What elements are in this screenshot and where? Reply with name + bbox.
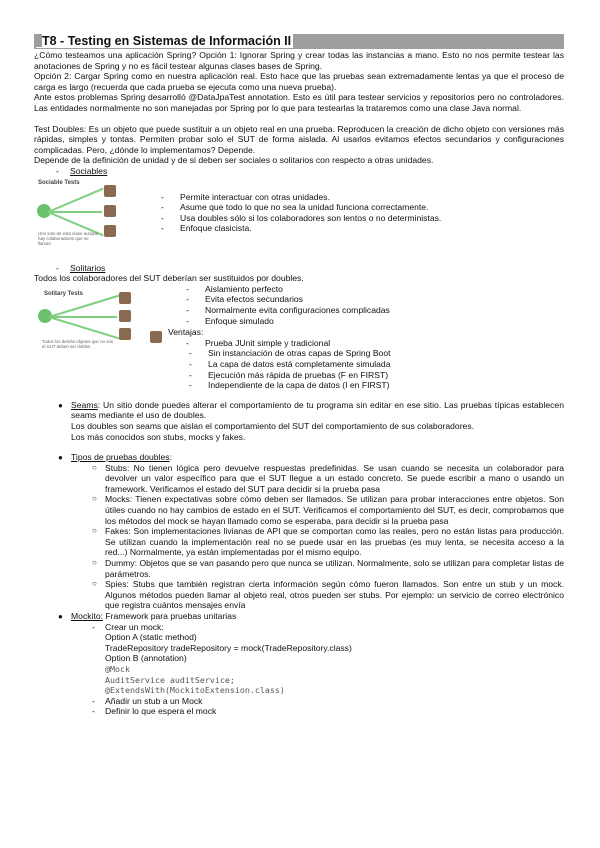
collaborator-2 [104,205,116,217]
sociables-block [34,177,564,263]
link-2 [48,211,102,213]
list-item: - Prueba JUnit simple y tradicional [186,337,331,348]
mockito-option-a: Option A (static method) [105,632,197,643]
double-4 [150,331,162,343]
sociable-tests-diagram [34,177,134,261]
seams-line3: Los más conocidos son stubs, mocks y fakes. [71,431,246,442]
mockito-option-a-code: TradeRepository tradeRepository = mock(TradeRepository.class) [105,642,352,653]
seams-line2: Los doubles son seams que aislan el comportamiento del SUT del comportamiento de sus colaboradores. [71,420,475,431]
double-type-mocks: ○ Mocks: Tienen expectativas sobre cómo deben ser llamados. Se utilizan para probar interacciones entre objetos. Son útiles cuando no hay cambios de estado en el SUT. Verificamos el comportamiento del SUT, es decir, comprobamos que los métodos del mock se hayan llamado como se esperaba, para decidir si la prueba pasa [92,494,564,526]
sociable-diagram-caption: Uno solo de esta clase aunque hay colaboradores que se llaman [38,230,99,246]
tipos-heading: Tipos de pruebas doubles [71,452,170,463]
title-text: T8 - Testing en Sistemas de Información II [42,34,292,48]
list-item: - Enfoque simulado [186,315,274,326]
test-doubles-dependence: Depende de la definición de unidad y de si deben ser sociales o solitarios con respecto a otras unidades. [34,155,434,166]
mockito-step-definir: - Definir lo que espera el mock [92,706,217,717]
solitarios-heading: Solitarios [70,262,106,273]
intro-paragraph-3: Ante estos problemas Spring desarrolló @DataJpaTest annotation. Esto es útil para testear servicios y repositorios pero no controladores. Las entidades normalmente no son manejadas por Spring por lo que para testearlas la trataremos como una clase Java normal. [34,92,564,113]
ventajas-list [186,338,516,391]
collaborator-1 [104,185,116,197]
solitary-diagram-caption: Todos los demás objetos que no son el SUT deben ser dobles [42,338,114,349]
page-title [34,34,564,49]
code-line: @Mock [105,663,130,674]
double-3 [119,328,131,340]
solitarios-heading-row: - Solitarios [56,262,106,273]
sociables-list [161,192,461,234]
seams-term: Seams [71,399,98,410]
list-item: - Permite interactuar con otras unidades. [161,191,330,202]
double-1 [119,292,131,304]
solitarios-list [186,284,516,326]
collaborator-3 [104,225,116,237]
seams-item [34,400,564,442]
code-line: AuditService auditService; [105,674,235,685]
link-1 [48,187,104,212]
list-item: - Ejecución más rápida de pruebas (F en FIRST) [189,369,389,380]
intro-paragraph-2: Opción 2: Cargar Spring como en nuestra aplicación real. Esto hace que las pruebas sean extremadamente lentas ya que el proceso de carga es largo (recuerda que cada prueba se ejecuta como una nueva prueba). [34,71,564,92]
bullet-dot: ● [58,400,63,410]
list-item: - Normalmente evita configuraciones complicadas [186,304,390,315]
mockito-item [34,611,564,622]
list-item: - Independiente de la capa de datos (I en FIRST) [189,380,390,391]
bullet-dot: ● [58,453,63,463]
double-type-spies: ○ Spies: Stubs que también registran cierta información según cómo fueron llamados. Son entre un stub y un mock. Algunos métodos pueden llamar al objeto real, otros pueden ser stubs. Por ejemplo: un servicio de correo electrónico que registra cuántos mensajes envía [92,579,564,611]
double-2 [119,310,131,322]
double-type-stubs: ○ Stubs: No tienen lógica pero devuelve respuestas predefinidas. Se usan cuando se necesita un colaborador para devolver un valor específico para que el SUT llegue a un estado concreto. Se puede escribir a mano o usando un framework. Verificamos el estado del SUT para decidir si la prueba pasa [92,462,564,494]
mockito-option-b: Option B (annotation) [105,653,187,664]
list-item: - Evita efectos secundarios [186,294,303,305]
list-item: - Enfoque clasicista. [161,223,252,234]
sociable-diagram-title: Sociable Tests [38,179,80,186]
list-item: - Sin instanciación de otras capas de Spring Boot [189,348,391,359]
mockito-step-crear: - Crear un mock: [92,621,164,632]
test-doubles-paragraph: Test Doubles: Es un objeto que puede sustituir a un objeto real en una prueba. Reproducen la creación de dicho objeto con versiones más rápidas, simples y tontas. Permiten probar solo el SUT de forma aislada. Al usarlos evitamos efectos secundarios y configuraciones complicadas. Pero, ¿dónde lo implementamos? Depende. [34,123,564,155]
list-item: - Usa doubles sólo si los colaboradores son lentos o no deterministas. [161,212,442,223]
list-item: - Aislamiento perfecto [186,283,283,294]
intro-paragraph-1: ¿Cómo testeamos una aplicación Spring? Opción 1: Ignorar Spring y crear todas las instancias a mano. Esto no nos permite testear las anotaciones de Spring y no es fácil testear algunas clases bases de Spring. [34,50,564,71]
bullet-dot: ● [58,612,63,621]
list-item: - La capa de datos está completamente simulada [189,358,391,369]
ventajas-label: Ventajas: [168,326,204,337]
double-type-dummy: ○ Dummy: Objetos que se van pasando pero que nunca se utilizan. Normalmente, solo se utilizan para completar listas de parámetros. [92,558,564,579]
tipos-item: ● Tipos de pruebas doubles: [58,452,172,463]
sociables-heading: Sociables [70,165,108,176]
sociables-heading-row: - Sociables [56,165,108,176]
solitarios-intro: Todos los colaboradores del SUT deberían ser sustituidos por doubles. [34,273,304,284]
mockito-text: Framework para pruebas unitarias [103,611,237,621]
solitarios-block [34,284,564,400]
solitary-diagram-title: Solitary Tests [44,290,83,297]
document-page [34,34,564,717]
link-3 [49,316,121,340]
list-item: - Asume que todo lo que no sea la unidad funciona correctamente. [161,202,429,213]
double-type-fakes: ○ Fakes: Son implementaciones livianas de API que se comportan como las reales, pero no están listas para producción. Se utilizan cuando la implementación real no se puede usar en las pruebas (es muy lenta, se necesita acceso a la red...) Normalmente, ya están implementadas por el mismo equipo. [92,526,564,558]
code-line: @ExtendsWith(MockitoExtension.class) [105,685,285,696]
solitary-tests-diagram [34,284,174,364]
mockito-term: Mockito: [71,611,103,621]
mockito-step-stub: - Añadir un stub a un Mock [92,695,203,706]
seams-text: : Un sitio donde puedes alterar el comportamiento de tu programa sin editar en ese sitio. Las pruebas típicas establecen seams mediante el uso de doubles. [71,399,564,421]
link-2 [49,316,117,318]
